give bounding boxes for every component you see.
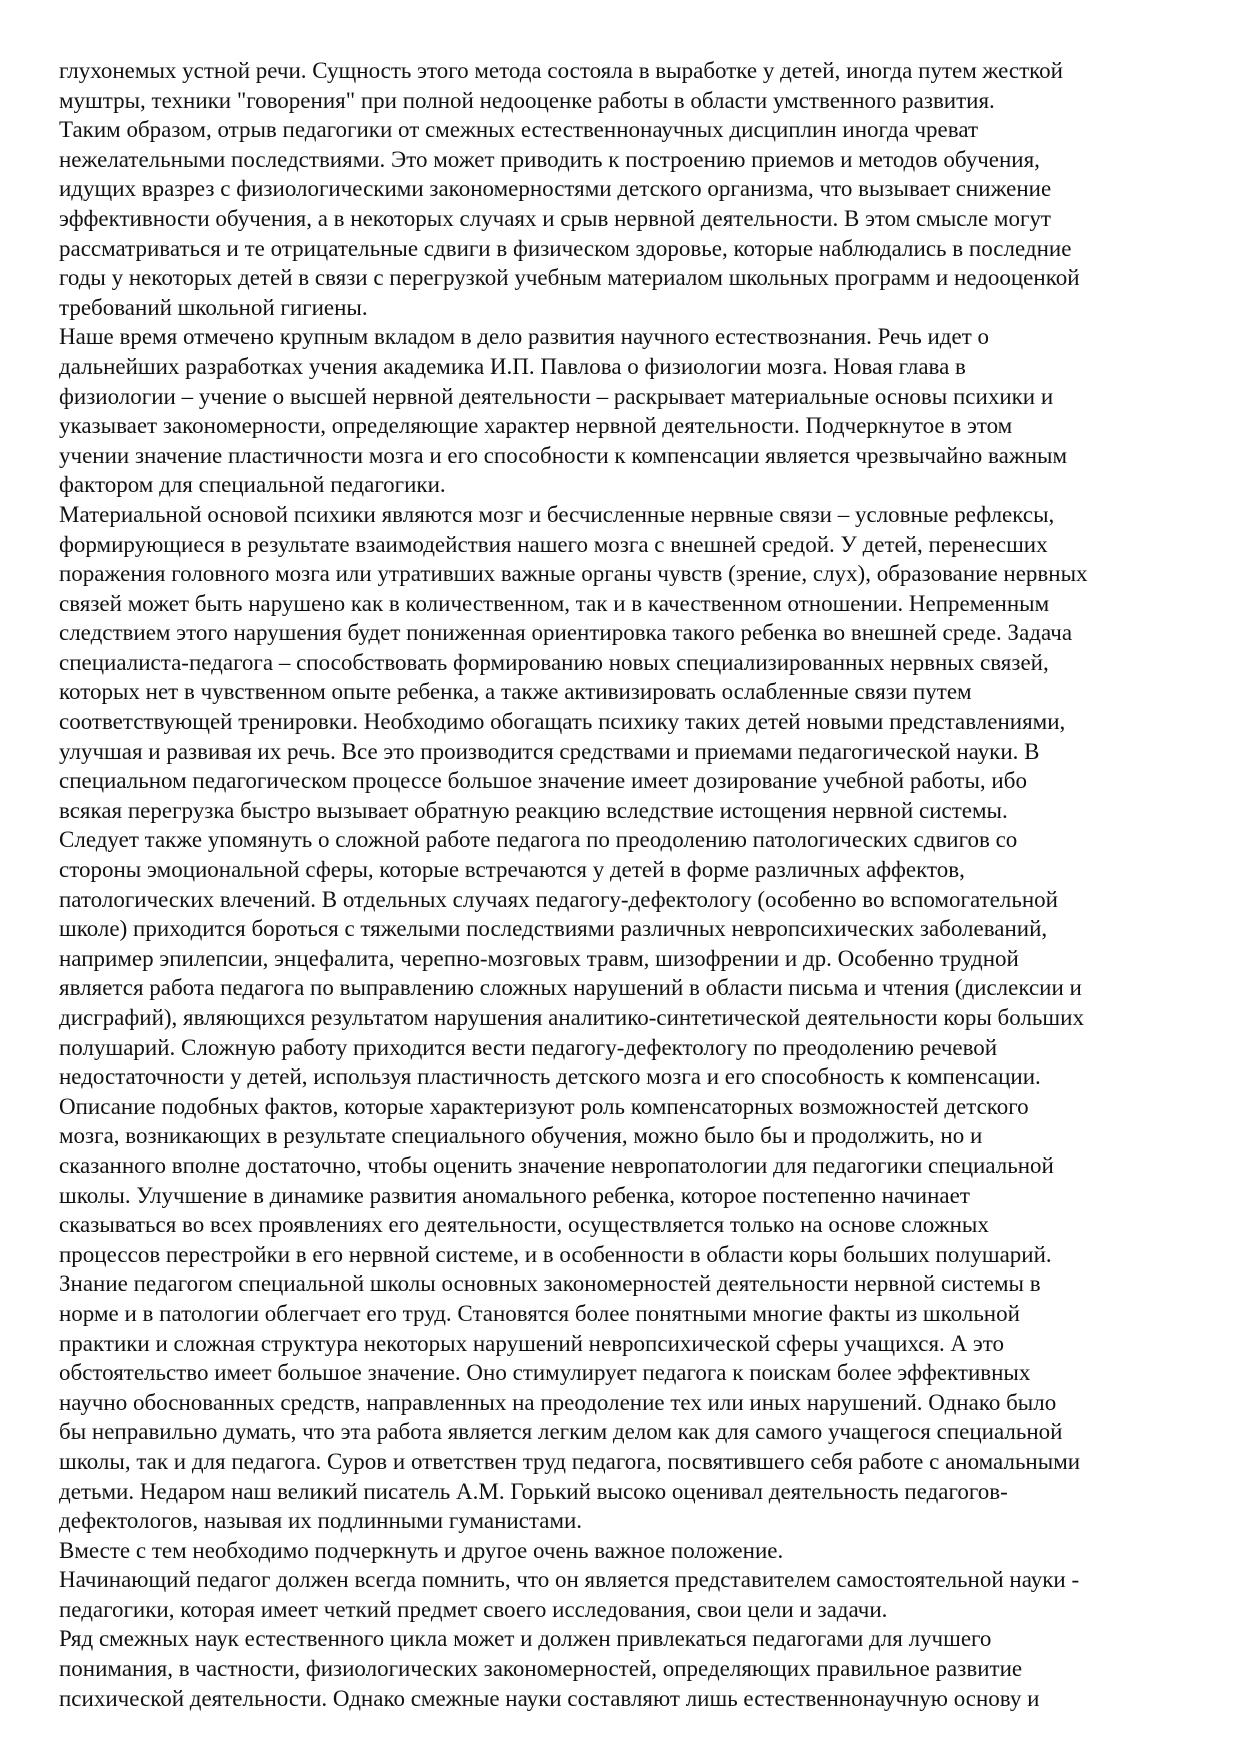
text-line: фактором для специальной педагогики. (59, 472, 446, 498)
text-line: поражения головного мозга или утративших важные органы чувств (зрение, слух), образование нервных (59, 561, 1088, 587)
text-line: Таким образом, отрыв педагогики от смежных естественнонаучных дисциплин иногда чреват (59, 117, 978, 143)
paragraph (59, 825, 1184, 1091)
text-line: формирующиеся в результате взаимодействия нашего мозга с внешней средой. У детей, перенесших (59, 531, 1048, 557)
text-line: указывает закономерности, определяющие характер нервной деятельности. Подчеркнутое в этом (59, 413, 1013, 439)
text-line: Наше время отмечено крупным вкладом в дело развития научного естествознания. Речь идет о (59, 324, 990, 350)
text-line: физиологии – учение о высшей нервной деятельности – раскрывает материальные основы психики и (59, 383, 1054, 409)
text-line: полушарий. Сложную работу приходится вести педагогу-дефектологу по преодолению речевой (59, 1034, 998, 1060)
text-line: практики и сложная структура некоторых нарушений невропсихической сферы учащихся. А это (59, 1330, 1005, 1356)
text-line: специальном педагогическом процессе большое значение имеет дозирование учебной работы, ибо (59, 768, 1027, 794)
text-line: нежелательными последствиями. Это может приводить к построению приемов и методов обучения, (59, 146, 1040, 172)
text-line: специалиста-педагога – способствовать формированию новых специализированных нервных связей, (59, 649, 1049, 675)
text-line: школы, так и для педагога. Суров и ответствен труд педагога, посвятившего себя работе с аномальными (59, 1448, 1081, 1474)
text-line: бы неправильно думать, что эта работа является легким делом как для самого учащегося специальной (59, 1419, 1063, 1445)
text-line: является работа педагога по выправлению сложных нарушений в области письма и чтения (дислексии и (59, 975, 1082, 1001)
text-line: процессов перестройки в его нервной системе, и в особенности в области коры больших полушарий. (59, 1241, 1052, 1267)
text-line: учении значение пластичности мозга и его способности к компенсации является чрезвычайно важным (59, 442, 1068, 468)
paragraph (59, 1536, 1184, 1566)
text-line: Описание подобных фактов, которые характеризуют роль компенсаторных возможностей детского (59, 1093, 1029, 1119)
paragraph (59, 1269, 1184, 1535)
text-line: Начинающий педагог должен всегда помнить, что он является представителем самостоятельной науки - (59, 1567, 1080, 1593)
text-line: сказанного вполне достаточно, чтобы оценить значение невропатологии для педагогики специальной (59, 1152, 1054, 1178)
text-line: Следует также упомянуть о сложной работе педагога по преодолению патологических сдвигов со (59, 827, 1018, 853)
text-line: Вместе с тем необходимо подчеркнуть и другое очень важное положение. (59, 1537, 784, 1563)
text-line: улучшая и развивая их речь. Все это производится средствами и приемами педагогической науки. В (59, 738, 1040, 764)
text-line: Знание педагогом специальной школы основных закономерностей деятельности нервной системы в (59, 1271, 1041, 1297)
text-line: дисграфий), являющихся результатом нарушения аналитико-синтетической деятельности коры больших (59, 1005, 1084, 1030)
text-line: связей может быть нарушено как в количественном, так и в качественном отношении. Непременным (59, 590, 1050, 616)
text-line: требований школьной гигиены. (59, 294, 368, 320)
text-line: которых нет в чувственном опыте ребенка, а также активизировать ослабленные связи путем (59, 679, 972, 705)
text-line: сказываться во всех проявлениях его деятельности, осуществляется только на основе сложных (59, 1212, 989, 1238)
text-line: глухонемых устной речи. Сущность этого метода состояла в выработке у детей, иногда путем жесткой (59, 58, 1063, 83)
text-line: эффективности обучения, а в некоторых случаях и срыв нервной деятельности. В этом смысле могут (59, 205, 1051, 231)
text-line: понимания, в частности, физиологических закономерностей, определяющих правильное развитие (59, 1656, 1023, 1682)
text-line: педагогики, которая имеет четкий предмет своего исследования, свои цели и задачи. (59, 1596, 888, 1622)
text-line: научно обоснованных средств, направленных на преодоление тех или иных нарушений. Однако было (59, 1389, 1057, 1415)
document-page (59, 56, 1184, 1713)
text-line: школы. Улучшение в динамике развития аномального ребенка, которое постепенно начинает (59, 1182, 970, 1208)
text-line: рассматриваться и те отрицательные сдвиги в физическом здоровье, которые наблюдались в последние (59, 235, 1072, 261)
text-line: Материальной основой психики являются мозг и бесчисленные нервные связи – условные рефлексы, (59, 501, 1055, 527)
text-line: норме и в патологии облегчает его труд. Становятся более понятными многие факты из школьной (59, 1300, 1020, 1326)
text-line: обстоятельство имеет большое значение. Оно стимулирует педагога к поискам более эффективных (59, 1360, 1031, 1386)
paragraph (59, 56, 1184, 115)
text-line: Ряд смежных наук естественного цикла может и должен привлекаться педагогами для лучшего (59, 1626, 992, 1652)
text-line: детьми. Недаром наш великий писатель А.М. Горький высоко оценивал деятельность педагогов- (59, 1478, 1008, 1504)
text-line: например эпилепсии, энцефалита, черепно-мозговых травм, шизофрении и др. Особенно трудной (59, 945, 1019, 971)
text-line: дальнейших разработках учения академика И.П. Павлова о физиологии мозга. Новая глава в (59, 353, 966, 379)
paragraph (59, 500, 1184, 826)
text-line: мозга, возникающих в результате специального обучения, можно было бы и продолжить, но и (59, 1123, 983, 1149)
paragraph (59, 1624, 1184, 1713)
text-line: соответствующей тренировки. Необходимо обогащать психику таких детей новыми представлениями, (59, 709, 1066, 735)
text-line: всякая перегрузка быстро вызывает обратную реакцию вследствие истощения нервной системы. (59, 797, 1008, 823)
text-line: идущих вразрез с физиологическими закономерностями детского организма, что вызывает снижение (59, 176, 1052, 202)
text-line: школе) приходится бороться с тяжелыми последствиями различных невропсихических заболеваний, (59, 916, 1048, 942)
text-line: недостаточности у детей, используя пластичность детского мозга и его способность к компенсации. (59, 1064, 1041, 1090)
text-line: годы у некоторых детей в связи с перегрузкой учебным материалом школьных программ и недооценкой (59, 265, 1080, 291)
paragraph (59, 1092, 1184, 1270)
text-line: стороны эмоциональной сферы, которые встречаются у детей в форме различных аффектов, (59, 857, 965, 883)
paragraph (59, 1565, 1184, 1624)
text-line: муштры, техники "говорения" при полной недооценке работы в области умственного развития. (59, 87, 995, 113)
text-line: психической деятельности. Однако смежные науки составляют лишь естественнонаучную основу и (59, 1685, 1040, 1711)
text-line: следствием этого нарушения будет пониженная ориентировка такого ребенка во внешней среде. Задача (59, 620, 1073, 646)
paragraph (59, 115, 1184, 322)
text-line: патологических влечений. В отдельных случаях педагогу-дефектологу (особенно во вспомогательной (59, 886, 1058, 912)
paragraph (59, 322, 1184, 500)
text-line: дефектологов, называя их подлинными гуманистами. (59, 1508, 583, 1534)
